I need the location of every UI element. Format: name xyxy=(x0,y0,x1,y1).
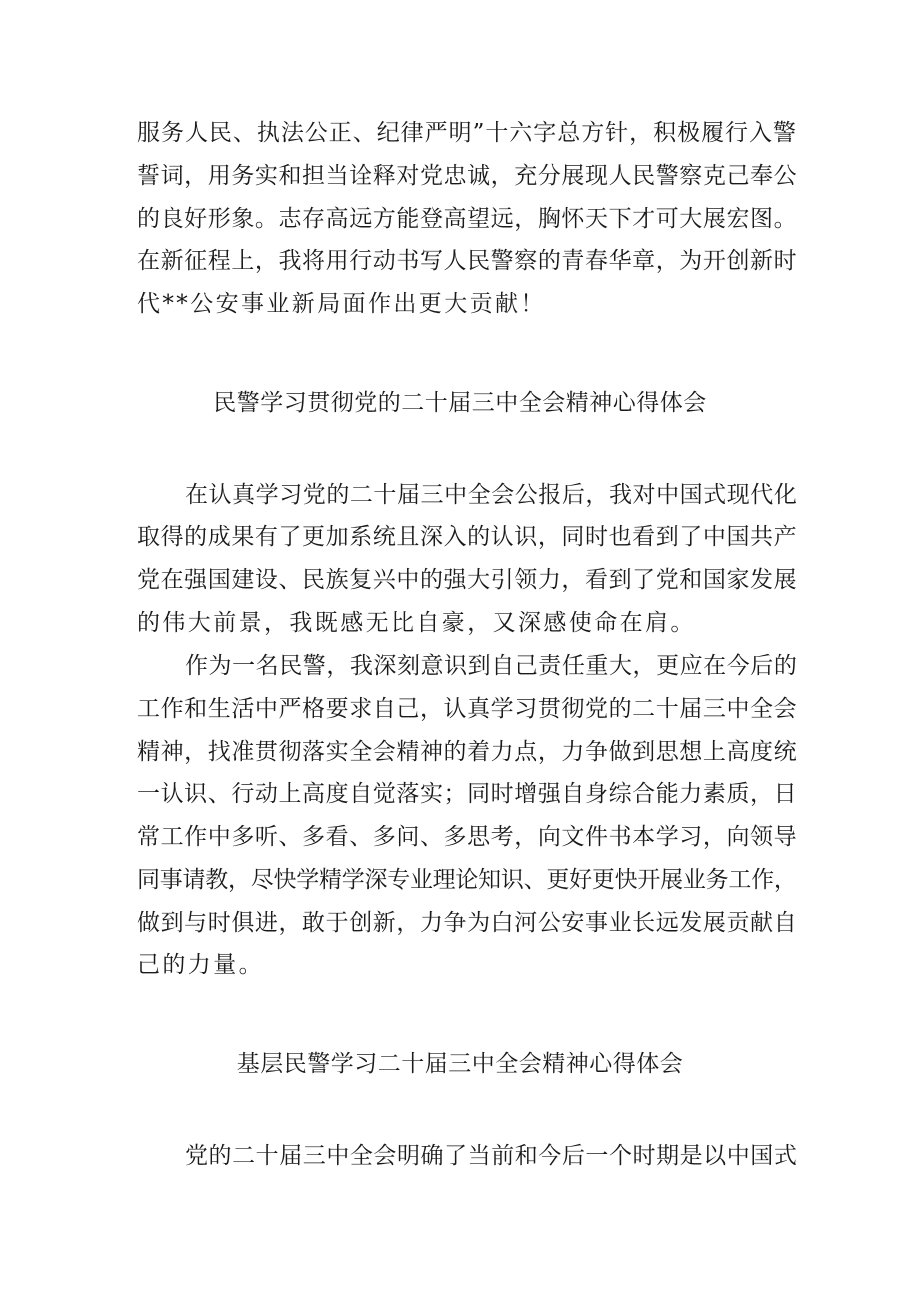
paragraph-line: 常工作中多听、多看、多问、多思考，向文件书本学习，向领导 xyxy=(137,824,798,850)
paragraph-line: 在新征程上，我将用行动书写人民警察的青春华章，为开创新时 xyxy=(137,248,798,274)
paragraph-line: 在认真学习党的二十届三中全会公报后，我对中国式现代化 xyxy=(185,482,798,508)
paragraph-line: 做到与时俱进，敢于创新，力争为白河公安事业长远发展贡献自 xyxy=(137,910,798,936)
section-title: 民警学习贯彻党的二十届三中全会精神心得体会 xyxy=(213,390,707,416)
paragraph-line: 党的二十届三中全会明确了当前和今后一个时期是以中国式 xyxy=(185,1143,798,1169)
section-title: 基层民警学习二十届三中全会精神心得体会 xyxy=(236,1051,684,1077)
paragraph-line: 的伟大前景，我既感无比自豪，又深感使命在肩。 xyxy=(137,610,696,636)
paragraph-line: 己的力量。 xyxy=(137,952,264,978)
paragraph-line: 党在强国建设、民族复兴中的强大引领力，看到了党和国家发展 xyxy=(137,567,798,593)
paragraph-line: 服务人民、执法公正、纪律严明”十六字总方针，积极履行入警 xyxy=(137,120,797,146)
paragraph-line: 同事请教，尽快学精学深专业理论知识、更好更快开展业务工作， xyxy=(137,867,797,893)
paragraph-line: 的良好形象。志存高远方能登高望远，胸怀天下才可大展宏图。 xyxy=(137,206,798,232)
paragraph-line: 取得的成果有了更加系统且深入的认识，同时也看到了中国共产 xyxy=(137,524,798,550)
paragraph-line: 一认识、行动上高度自觉落实；同时增强自身综合能力素质，日 xyxy=(137,781,798,807)
paragraph-line: 作为一名民警，我深刻意识到自己责任重大，更应在今后的 xyxy=(185,653,798,679)
paragraph-line: 精神，找准贯彻落实全会精神的着力点，力争做到思想上高度统 xyxy=(137,739,798,765)
paragraph-line: 誓词，用务实和担当诠释对党忠诚，充分展现人民警察克己奉公 xyxy=(137,163,798,189)
paragraph-line: 工作和生活中严格要求自己，认真学习贯彻党的二十届三中全会 xyxy=(137,696,798,722)
paragraph-line: 代**公安事业新局面作出更大贡献！ xyxy=(137,291,546,317)
